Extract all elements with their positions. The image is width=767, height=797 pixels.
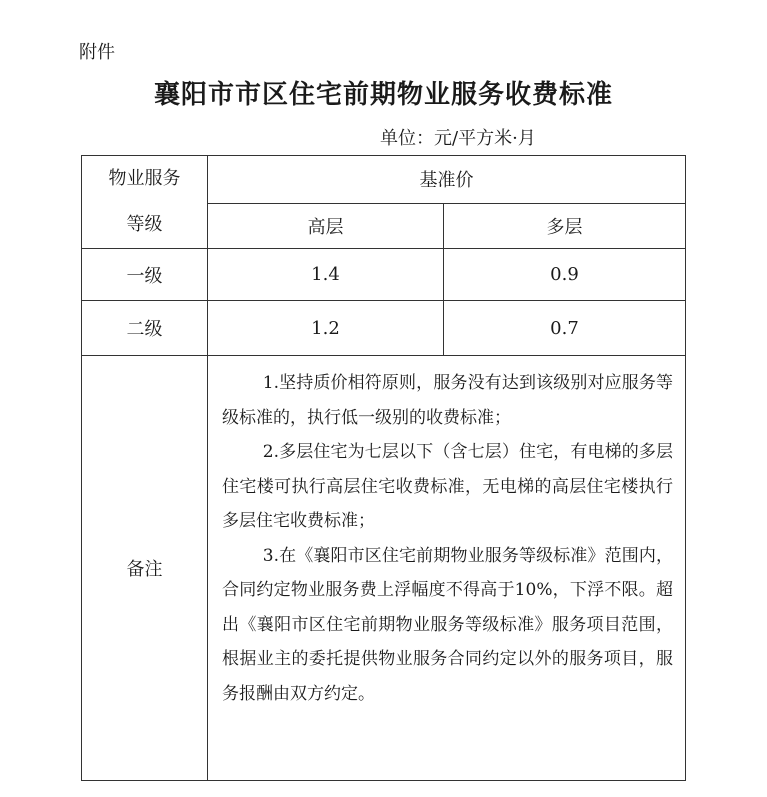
note-item: 3.在《襄阳市区住宅前期物业服务等级标准》范围内，合同约定物业服务费上浮幅度不得高于10%，下浮不限。超出《襄阳市区住宅前期物业服务等级标准》服务项目范围，根据业主的委托提供物业服务合同约定以外的服务项目，服务报酬由双方约定。 [222,545,673,704]
multi-story-header: 多层 [444,203,686,249]
multi-story-price: 0.7 [444,301,686,356]
table-row [82,249,686,301]
notes-label: 备注 [82,356,208,781]
high-rise-header: 高层 [208,203,444,249]
note-item: 1.坚持质价相符原则，服务没有达到该级别对应服务等级标准的，执行低一级别的收费标准； [222,373,673,428]
multi-story-price: 0.9 [444,249,686,301]
table-row [82,301,686,356]
level-cell: 二级 [82,301,208,356]
base-price-header: 基准价 [208,156,686,204]
table-header-row [82,156,686,204]
level-header-cell [82,156,208,249]
attachment-label: 附件 [79,42,115,63]
fee-standard-table [81,155,686,781]
high-rise-price: 1.4 [208,249,444,301]
notes-row [82,356,686,781]
notes-content [208,356,686,781]
level-header-line1: 物业服务 [108,168,181,189]
level-header-line2: 等级 [126,214,163,235]
document-title: 襄阳市市区住宅前期物业服务收费标准 [153,80,613,110]
high-rise-price: 1.2 [208,301,444,356]
unit-label: 单位：元/平方米·月 [380,128,536,149]
note-item: 2.多层住宅为七层以下（含七层）住宅，有电梯的多层住宅楼可执行高层住宅收费标准，无电梯的高层住宅楼执行多层住宅收费标准； [222,442,673,531]
level-cell: 一级 [82,249,208,301]
